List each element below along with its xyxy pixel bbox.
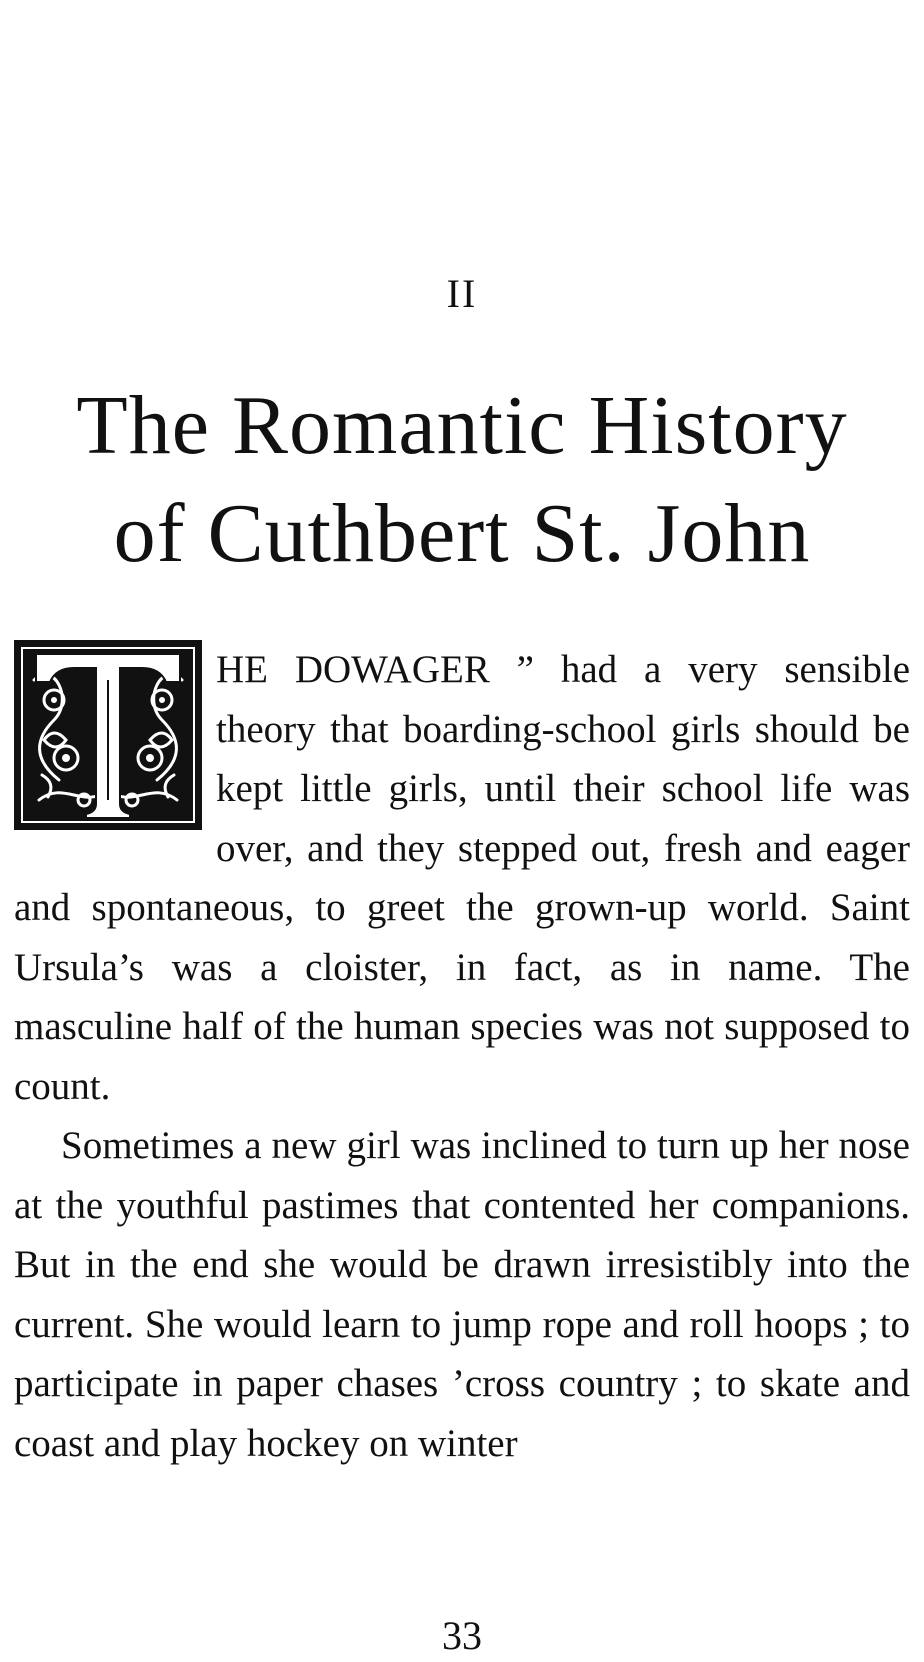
ornamental-initial-t-icon: [14, 640, 202, 830]
page-number: 33: [442, 1613, 482, 1658]
body-text: [14, 640, 910, 1473]
chapter-number: II: [446, 271, 478, 316]
paragraph-1: HE DOWAGER ” had a very sensible theory that boarding-school girls should be kept little girls, until their school life was over, and they stepped out, fresh and eager and spontaneous, to greet the grown-up world. Saint Ursula’s was a cloister, in fact, as in name. The masculine half of the human species was not supposed to count.: [14, 648, 910, 1108]
chapter-title: [10, 372, 914, 588]
chapter-title-line-1: The Romantic History: [76, 379, 848, 472]
chapter-title-line-2: of Cuthbert St. John: [113, 487, 811, 580]
paragraph-2: Sometimes a new girl was inclined to turn up her nose at the youthful pastimes that contented her companions. But in the end she would be drawn irresistibly into the current. She would learn to jump rope and roll hoops ; to participate in paper chases ’cross country ; to skate and coast and play hockey on winter: [14, 1124, 910, 1465]
